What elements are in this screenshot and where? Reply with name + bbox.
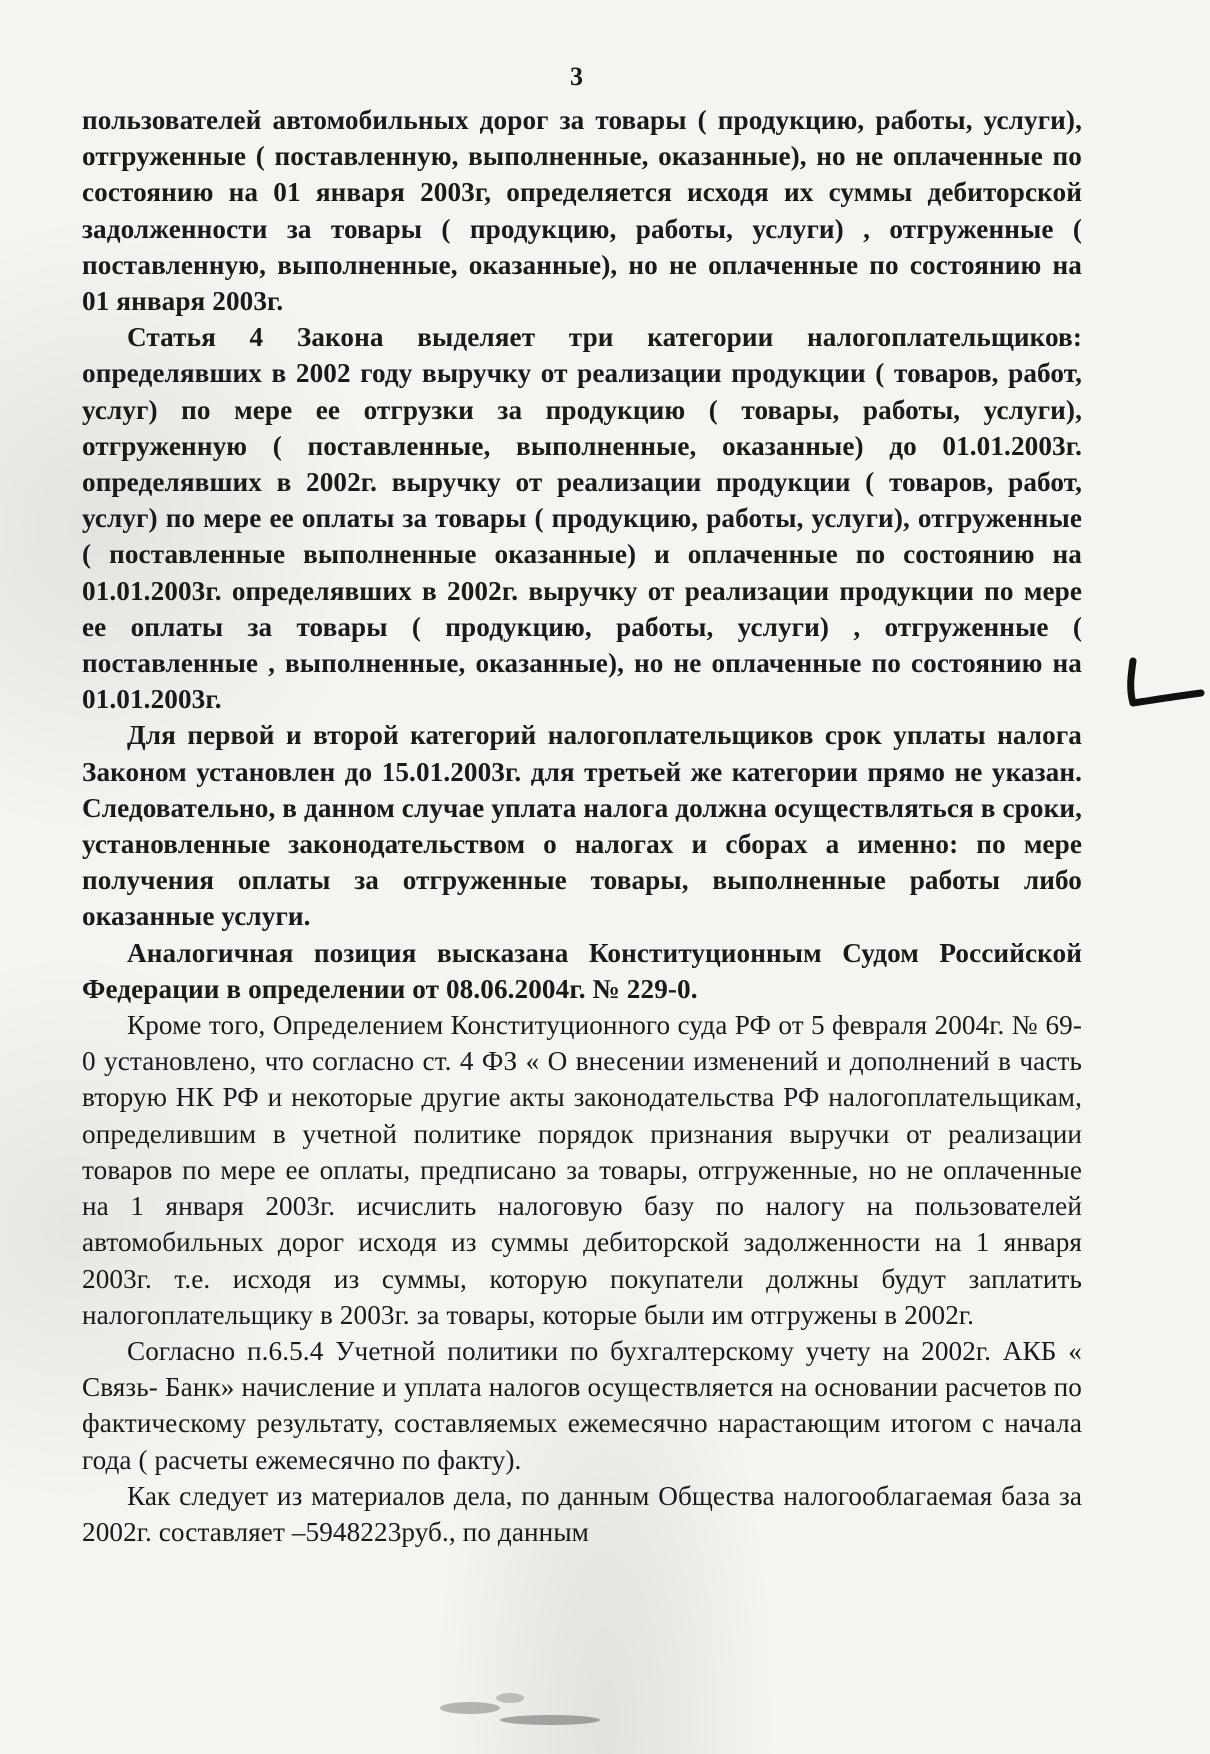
document-body	[82, 102, 1082, 1550]
paragraph-accounting-policy: Согласно п.6.5.4 Учетной политики по бухгалтерскому учету на 2002г. АКБ « Связь- Банк» начисление и уплата налогов осуществляется на основании расчетов по фактическому результату, составляемых ежемесячно нарастающим итогом с начала года ( расчеты ежемесячно по факту).	[82, 1335, 1082, 1475]
paragraph-article-4: Статья 4 Закона выделяет три категории налогоплательщиков: определявших в 2002 году выручку от реализации продукции ( товаров, работ, услуг) по мере ее отгрузки за продукцию ( товары, работы, услуги), отгруженную ( поставленные, выполненные, оказанные) до 01.01.2003г. определявших в 2002г. выручку от реализации продукции ( товаров, работ, услуг) по мере ее оплаты за товары ( продукцию, работы, услуги), отгруженные ( поставленные выполненные оказанные) и оплаченные по состоянию на 01.01.2003г. определявших в 2002г. выручку от реализации продукции по мере ее оплаты за товары ( продукцию, работы, услуги) , отгруженные ( поставленные , выполненные, оказанные), но не оплаченные по состоянию на 01.01.2003г.	[82, 322, 1082, 715]
paragraph-continuation: пользователей автомобильных дорог за товары ( продукцию, работы, услуги), отгруженные ( поставленную, выполненные, оказанные), но не оплаченные по состоянию на 01 января 2003г, определяется исходя их суммы дебиторской задолженности за товары ( продукцию, работы, услуги) , отгруженные ( поставленную, выполненные, оказанные), но не оплаченные по состоянию на 01 января 2003г.	[82, 105, 1082, 317]
handwritten-check-mark	[1125, 655, 1205, 715]
scan-smudge	[400, 1690, 700, 1730]
page-number: 3	[570, 62, 583, 91]
paragraph-constitutional-court-position: Аналогичная позиция высказана Конституционным Судом Российской Федерации в определении от 08.06.2004г. № 229-0.	[82, 937, 1082, 1004]
paragraph-tax-base: Как следует из материалов дела, по данным Общества налогооблагаемая база за 2002г. составляет –5948223руб., по данным	[82, 1480, 1082, 1547]
paragraph-payment-deadline: Для первой и второй категорий налогоплательщиков срок уплаты налога Законом установлен до 15.01.2003г. для третьей же категории прямо не указан. Следовательно, в данном случае уплата налога должна осуществляться в сроки, установленные законодательством о налогах и сборах а именно: по мере получения оплаты за отгруженные товары, выполненные работы либо оказанные услуги.	[82, 720, 1082, 932]
paragraph-court-ruling-69: Кроме того, Определением Конституционного суда РФ от 5 февраля 2004г. № 69-0 установлено, что согласно ст. 4 ФЗ « О внесении изменений и дополнений в часть вторую НК РФ и некоторые другие акты законодательства РФ налогоплательщикам, определившим в учетной политике порядок признания выручки от реализации товаров по мере ее оплаты, предписано за товары, отгруженные, но не оплаченные на 1 января 2003г. исчислить налоговую базу по налогу на пользователей автомобильных дорог исходя из суммы дебиторской задолженности на 1 января 2003г. т.е. исходя из суммы, которую покупатели должны будут заплатить налогоплательщику в 2003г. за товары, которые были им отгружены в 2002г.	[82, 1010, 1082, 1330]
